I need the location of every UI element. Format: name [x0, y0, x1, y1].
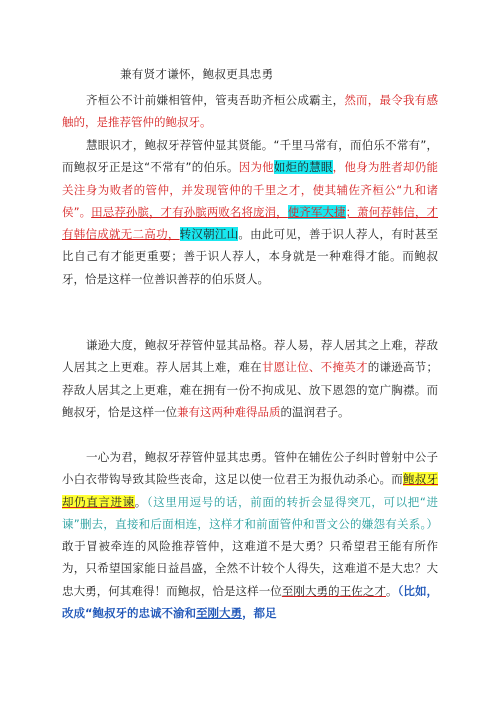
- p3-red-a: 甘愿让位、不掩英才: [261, 360, 368, 375]
- paragraph-2: [62, 134, 438, 290]
- p1-text: 齐桓公不计前嫌相管仲，管夷吾助齐桓公成霸主，: [86, 93, 345, 107]
- p3-text-b: 的谦逊高节；荐敌人居其之上更难，难在拥有一份不拘成见、放下恩怨的宽广胸襟。而鲍叔牙，恰是这样一位: [62, 360, 439, 419]
- p3-text-c: 的温润君子。: [280, 404, 350, 419]
- p3-text-a: 谦逊大度，鲍叔牙荐管仲显其品格。荐人易，荐人居其之上难，荐敌人居其之上更难。荐人居其上难，难在: [62, 338, 438, 375]
- p4-text-a: 一心为君，鲍叔牙荐管仲显其忠勇。管仲在辅佐公子纠时曾射中公子小白衣带钩导致其险些丧命，这足以使一位君王为报仇动杀心。而: [62, 450, 438, 487]
- p3-red-b: 兼有这两种难得品质: [177, 404, 281, 419]
- paragraph-1: [62, 89, 438, 134]
- essay-title: 兼有贤才谦怀，鲍叔更具忠勇: [120, 67, 274, 81]
- p4-text-b: 。: [134, 494, 147, 509]
- p2-text-a: 慧眼识才，鲍叔牙荐管仲显其贤能。“千里马常有，而伯乐不常有”，而鲍叔牙正是这“不常有”的伯乐。: [62, 138, 438, 175]
- p2-red-b: ，他身为胜者却仍能关注身为败者的管仲，并发现管仲的千里之才，使其辅佐齐桓公“九和诸侯”。: [62, 160, 439, 219]
- p2-red-a: 因为他: [238, 160, 274, 175]
- paragraph-3: [62, 334, 438, 423]
- p2-red-tianji: 田忌荐孙膑，才有孙膑两败名将庞涓，: [91, 204, 288, 219]
- p4-blue-underline: 至刚大勇: [196, 606, 243, 621]
- p4-underline-wangzuo: 至刚大勇的王佐之才: [281, 583, 386, 598]
- p4-blue-comment-a: （比如，改成“鲍叔牙的忠诚不渝和: [62, 583, 439, 621]
- p2-text-b: 。由此可见，善于识人荐人，有时甚至比自己有才能更重要；善于识人荐人，本身就是一种难得才能。而鲍叔牙，恰是这样一位善识善荐的伯乐贤人。: [62, 227, 439, 286]
- p2-highlight-huiyan: 如炬的慧眼: [273, 160, 333, 175]
- p4-text-d: 。: [385, 583, 398, 598]
- p4-blue-comment-b: ，都足: [242, 606, 277, 621]
- p4-teal-comment: （这里用逗号的话，前面的转折会显得突兀，可以把“进谏”删去，直接和后面相连，这样才和前面管仲和晋文公的嫌怨有关系。）: [62, 494, 438, 531]
- p2-highlight-hanchao: 转汉朝江山: [179, 227, 239, 242]
- p2-red-xiaohe: ；萧何荐韩信，才有韩信成就无二高功，: [62, 204, 439, 242]
- p4-highlight-jinjian: 鲍叔牙却仍直言进谏: [62, 472, 439, 509]
- p4-text-c: 敢于冒被牵连的风险推荐管仲，这难道不是大勇？只希望君王能有所作为，只希望国家能日益昌盛，全然不计较个人得失，这难道不是大忠？大忠大勇，何其难得！而鲍叔，恰是这样一位: [62, 539, 438, 598]
- p1-red-comment: 然而，最令我有感触的，是推荐管仲的鲍叔牙。: [62, 93, 439, 130]
- p2-highlight-qijun: 使齐军大捷: [287, 204, 346, 219]
- paragraph-4: [62, 446, 438, 624]
